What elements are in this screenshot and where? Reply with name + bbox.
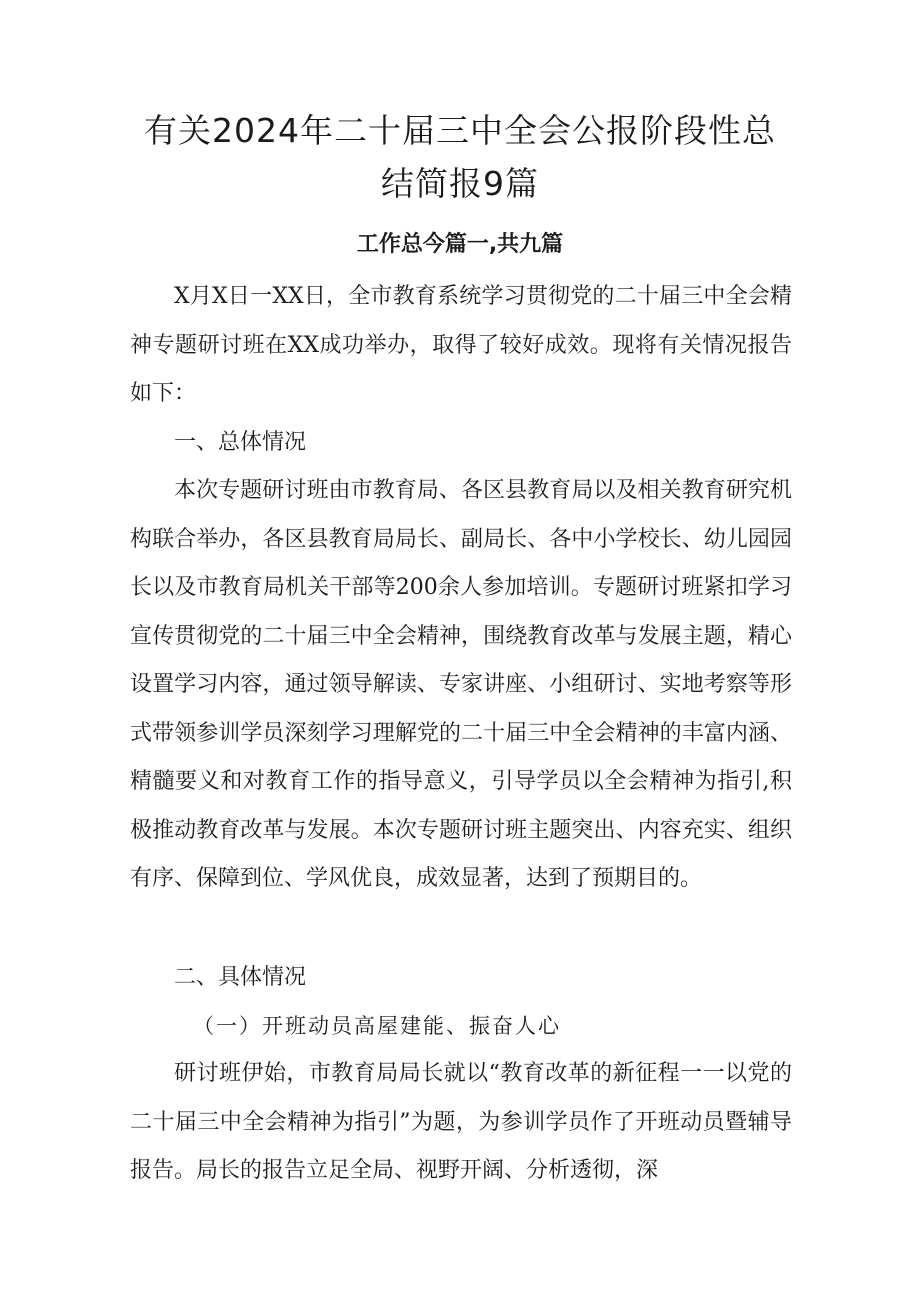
heading-specific-situation: 二、具体情况 <box>174 965 307 990</box>
title-line-2: 结简报9篇 <box>381 164 539 203</box>
subheading-opening-mobilization: （一）开班动员高屋建能、振奋人心 <box>193 1014 561 1038</box>
title-line-1: 有关2024年二十届三中全会公报阶段性总 <box>144 111 776 150</box>
intro-paragraph: X月X日一XX日，全市教育系统学习贯彻党的二十届三中全会精神专题研讨班在XX成功举办，取得了较好成效。现将有关情况报告如下： <box>130 284 792 406</box>
overall-paragraph: 本次专题研讨班由市教育局、各区县教育局以及相关教育研究机构联合举办，各区县教育局局长、副局长、各中小学校长、幼儿园园长以及市教育局机关干部等200余人参加培训。专题研讨班紧扣学习宣传贯彻党的二十届三中全会精神，围绕教育改革与发展主题，精心设置学习内容，通过领导解读、专家讲座、小组研讨、实地考察等形式带领参训学员深刻学习理解党的二十届三中全会精神的丰富内涵、精髓要义和对教育工作的指导意义，引导学员以全会精神为指引,积极推动教育改革与发展。本次专题研讨班主题突出、内容充实、组织有序、保障到位、学风优良，成效显著，达到了预期目的。 <box>130 478 792 891</box>
document-title <box>120 104 800 210</box>
heading-overall-situation: 一、总体情况 <box>174 430 307 455</box>
section-subtitle: 工作总今篇一,共九篇 <box>356 232 564 257</box>
opening-paragraph: 研讨班伊始，市教育局局长就以“教育改革的新征程一一以党的二十届三中全会精神为指引”为题，为参训学员作了开班动员暨辅导报告。局长的报告立足全局、视野开阔、分析透彻，深 <box>130 1061 792 1183</box>
